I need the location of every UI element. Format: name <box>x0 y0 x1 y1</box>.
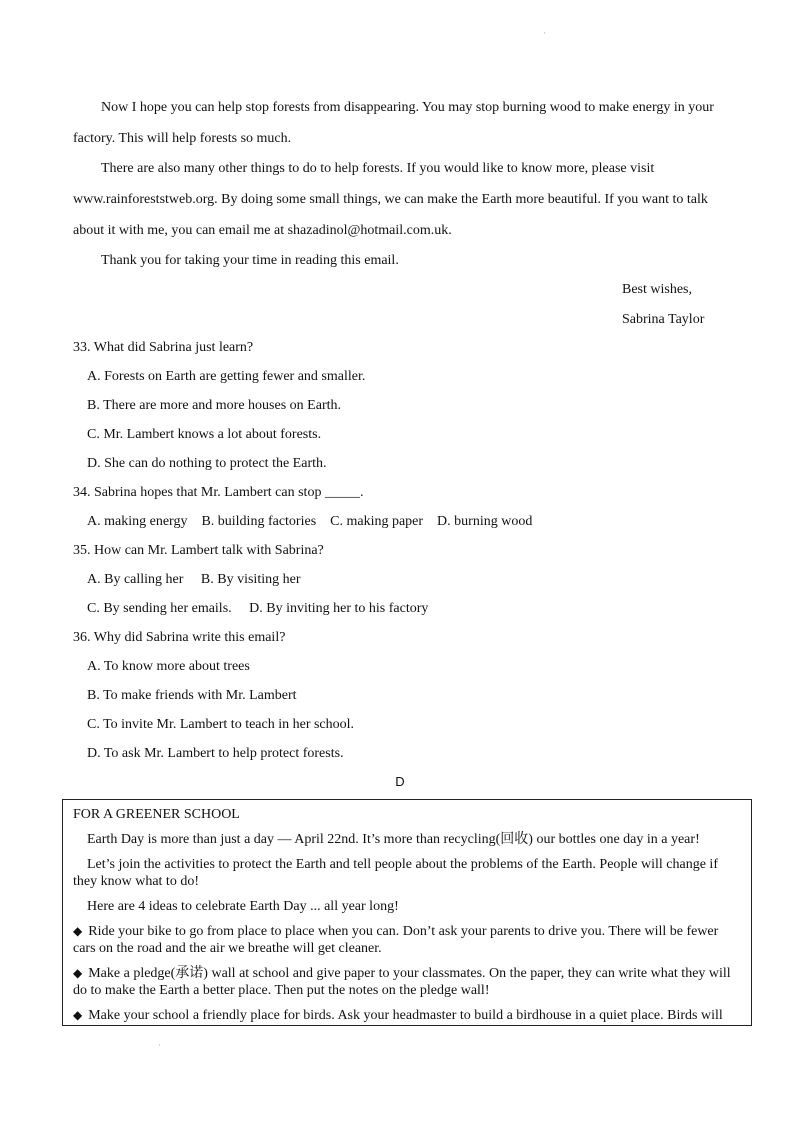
question-35-options-ab: A. By calling her B. By visiting her <box>87 572 301 587</box>
passage-d-paragraph-1: Earth Day is more than just a day — April 22nd. It’s more than recycling(回收) our bottles one day in a year! <box>87 832 700 847</box>
email-paragraph-2-line-2: www.rainforeststweb.org. By doing some small things, we can make the Earth more beautiful. If you want to talk <box>73 192 708 207</box>
diamond-bullet-icon: ◆ <box>73 1008 83 1022</box>
question-35-stem: 35. How can Mr. Lambert talk with Sabrina? <box>73 543 324 558</box>
passage-d-bullet-2 <box>73 965 741 999</box>
question-35-options-cd: C. By sending her emails. D. By inviting her to his factory <box>87 601 429 616</box>
passage-d-paragraph-3: Here are 4 ideas to celebrate Earth Day ... all year long! <box>87 899 399 914</box>
passage-d-bullet-3 <box>73 1007 741 1024</box>
question-36-option-a: A. To know more about trees <box>87 659 250 674</box>
question-33-option-c: C. Mr. Lambert knows a lot about forests. <box>87 427 322 442</box>
question-33-option-d: D. She can do nothing to protect the Earth. <box>87 456 327 471</box>
email-paragraph-1-line-1: Now I hope you can help stop forests from disappearing. You may stop burning wood to make energy in your <box>101 100 714 115</box>
email-closing: Best wishes, <box>622 282 692 297</box>
bullet-text: Ride your bike to go from place to place when you can. Don’t ask your parents to drive you. There will be fewer cars on the road and the air we breathe will get cleaner. <box>73 924 719 956</box>
question-33-option-a: A. Forests on Earth are getting fewer and smaller. <box>87 369 366 384</box>
question-34-stem: 34. Sabrina hopes that Mr. Lambert can stop _____. <box>73 485 364 500</box>
bullet-text: Make your school a friendly place for birds. Ask your headmaster to build a birdhouse in a quiet place. Birds will <box>88 1008 723 1023</box>
section-d-label: D <box>395 774 405 789</box>
email-paragraph-2-line-1: There are also many other things to do to help forests. If you would like to know more, please visit <box>101 161 655 176</box>
bullet-text: Make a pledge(承诺) wall at school and give paper to your classmates. On the paper, they can write what they will do to make the Earth a better place. Then put the notes on the pledge wall! <box>73 966 731 998</box>
question-36-option-d: D. To ask Mr. Lambert to help protect forests. <box>87 746 344 761</box>
scan-dot: · <box>543 28 546 38</box>
question-36-option-b: B. To make friends with Mr. Lambert <box>87 688 297 703</box>
passage-d-paragraph-2: Let’s join the activities to protect the Earth and tell people about the problems of the Earth. People will change if they know what to do! <box>73 857 718 889</box>
diamond-bullet-icon: ◆ <box>73 924 83 938</box>
passage-d-title: FOR A GREENER SCHOOL <box>73 807 240 822</box>
question-33-option-b: B. There are more and more houses on Earth. <box>87 398 341 413</box>
email-paragraph-3: Thank you for taking your time in reading this email. <box>101 253 399 268</box>
passage-d-box <box>62 799 752 1026</box>
question-33-stem: 33. What did Sabrina just learn? <box>73 340 254 355</box>
passage-d-bullet-1 <box>73 923 741 957</box>
question-34-options: A. making energy B. building factories C. making paper D. burning wood <box>87 514 533 529</box>
question-36-stem: 36. Why did Sabrina write this email? <box>73 630 286 645</box>
email-paragraph-1-line-2: factory. This will help forests so much. <box>73 131 292 146</box>
question-36-option-c: C. To invite Mr. Lambert to teach in her school. <box>87 717 355 732</box>
email-paragraph-2-line-3: about it with me, you can email me at shazadinol@hotmail.com.uk. <box>73 223 452 238</box>
email-signature: Sabrina Taylor <box>622 312 705 327</box>
scan-dot: · <box>158 1040 161 1050</box>
diamond-bullet-icon: ◆ <box>73 966 83 980</box>
